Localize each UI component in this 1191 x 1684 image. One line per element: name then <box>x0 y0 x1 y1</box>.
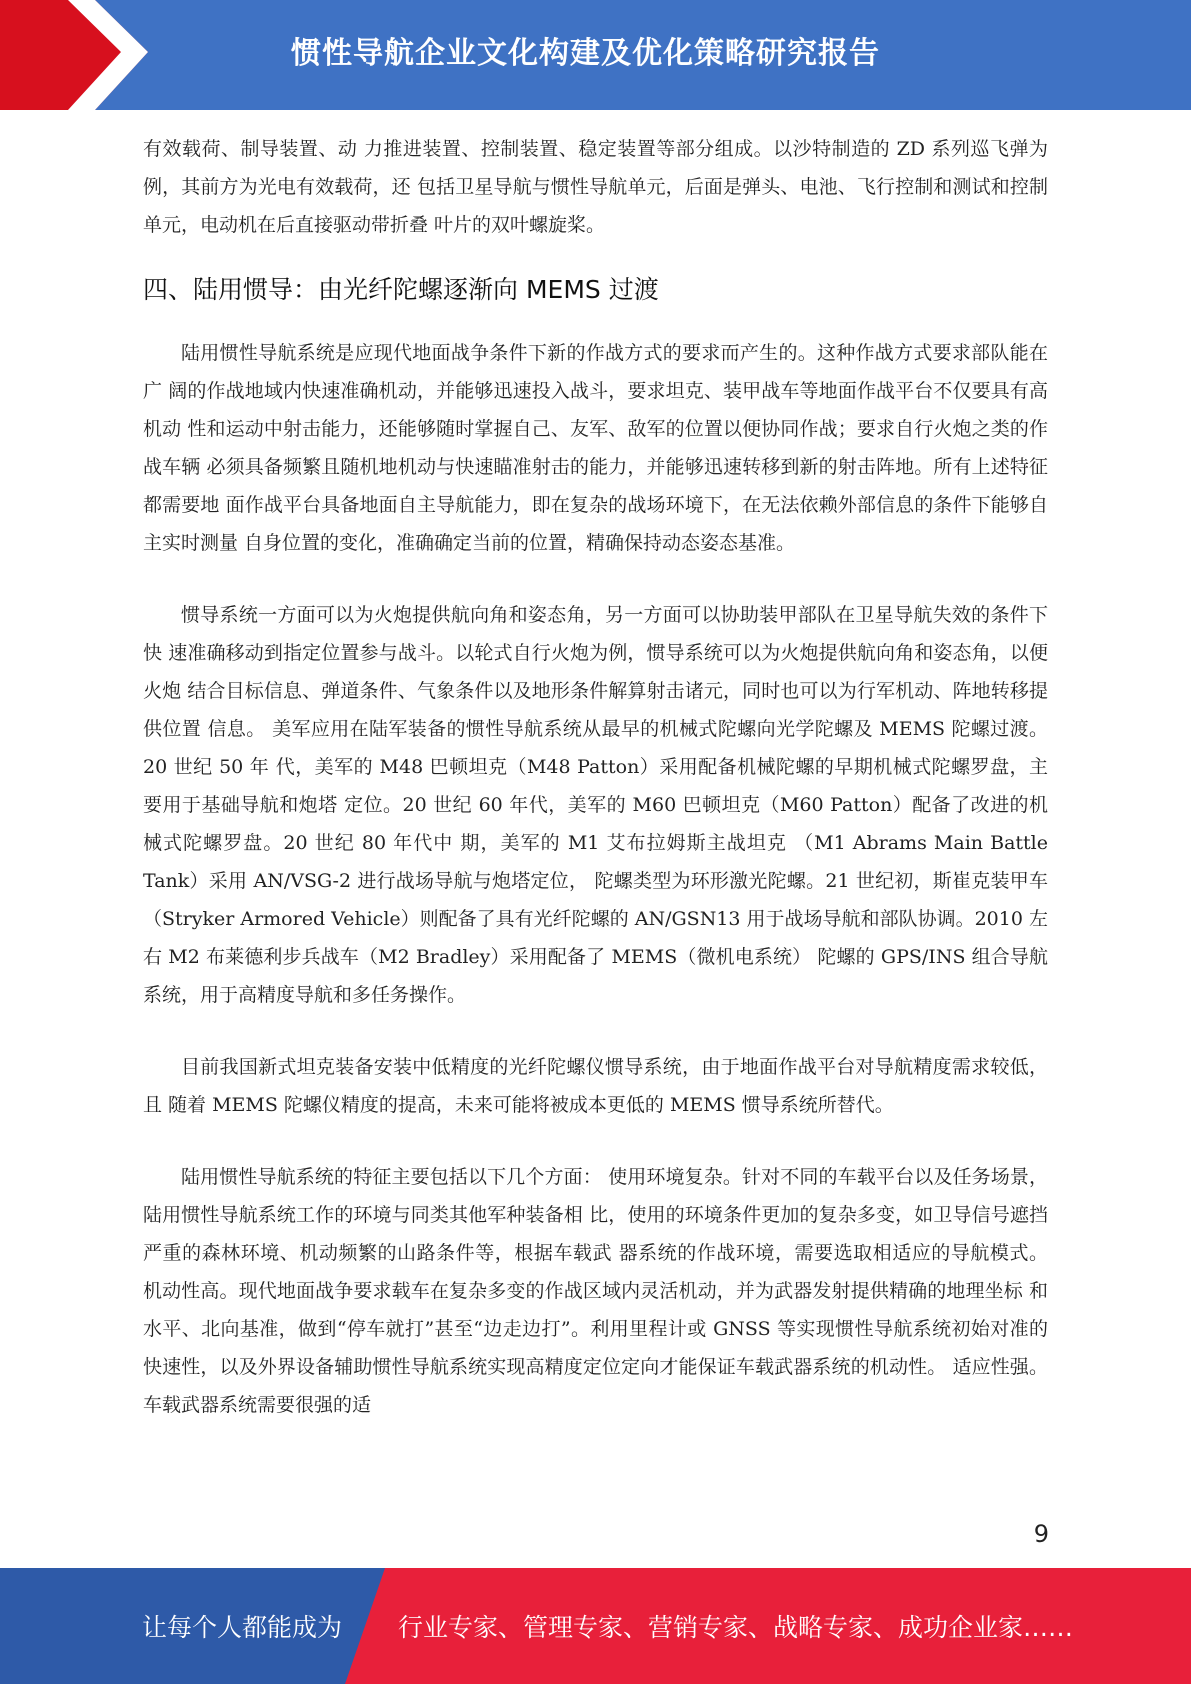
report-title: 惯性导航企业文化构建及优化策略研究报告 <box>291 36 880 71</box>
intro-paragraph: 有效载荷、制导装置、动 力推进装置、控制装置、稳定装置等部分组成。以沙特制造的 ZD 系列巡飞弹为例，其前方为光电有效载荷，还 包括卫星导航与惯性导航单元，后面是弹头、电池、飞行控制和测试和控制单元，电动机在后直接驱动带折叠 叶片的双叶螺旋桨。 <box>143 138 1048 236</box>
body-paragraph-4: 陆用惯性导航系统的特征主要包括以下几个方面： 使用环境复杂。针对不同的车载平台以及任务场景，陆用惯性导航系统工作的环境与同类其他军种装备相 比，使用的环境条件更加的复杂多变，如卫导信号遮挡严重的森林环境、机动频繁的山路条件等，根据车载武 器系统的作战环境，需要选取相适应的导航模式。 机动性高。现代地面战争要求载车在复杂多变的作战区域内灵活机动，并为武器发射提供精确的地理坐标 和水平、北向基准，做到“停车就打”甚至“边走边打”。利用里程计或 GNSS 等实现惯性导航系统初始对准的 快速性，以及外界设备辅助惯性导航系统实现高精度定位定向才能保证车载武器系统的机动性。 适应性强。车载武器系统需要很强的适 <box>143 1166 1048 1416</box>
page-number: 9 <box>1033 1520 1049 1548</box>
page-body <box>143 130 1048 1424</box>
footer-slogan-left: 让每个人都能成为 <box>142 1613 343 1642</box>
body-paragraph-1: 陆用惯性导航系统是应现代地面战争条件下新的作战方式的要求而产生的。这种作战方式要求部队能在广 阔的作战地域内快速准确机动，并能够迅速投入战斗，要求坦克、装甲战车等地面作战平台不仅要具有高机动 性和运动中射击能力，还能够随时掌握自己、友军、敌军的位置以便协同作战；要求自行火炮之类的作战车辆 必须具备频繁且随机地机动与快速瞄准射击的能力，并能够迅速转移到新的射击阵地。所有上述特征都需要地 面作战平台具备地面自主导航能力，即在复杂的战场环境下，在无法依赖外部信息的条件下能够自主实时测量 自身位置的变化，准确确定当前的位置，精确保持动态姿态基准。 <box>143 342 1048 554</box>
body-paragraph-2: 惯导系统一方面可以为火炮提供航向角和姿态角，另一方面可以协助装甲部队在卫星导航失效的条件下快 速准确移动到指定位置参与战斗。以轮式自行火炮为例，惯导系统可以为火炮提供航向角和姿态角，以便火炮 结合目标信息、弹道条件、气象条件以及地形条件解算射击诸元，同时也可以为行军机动、阵地转移提供位置 信息。 美军应用在陆军装备的惯性导航系统从最早的机械式陀螺向光学陀螺及 MEMS 陀螺过渡。20 世纪 50 年 代，美军的 M48 巴顿坦克（M48 Patton）采用配备机械陀螺的早期机械式陀螺罗盘，主要用于基础导航和炮塔 定位。20 世纪 60 年代，美军的 M60 巴顿坦克（M60 Patton）配备了改进的机械式陀螺罗盘。20 世纪 80 年代中 期，美军的 M1 艾布拉姆斯主战坦克 （M1 Abrams Main Battle Tank）采用 AN/VSG-2 进行战场导航与炮塔定位， 陀螺类型为环形激光陀螺。21 世纪初，斯崔克装甲车（Stryker Armored Vehicle）则配备了具有光纤陀螺的 AN/GSN13 用于战场导航和部队协调。2010 左右 M2 布莱德利步兵战车（M2 Bradley）采用配备了 MEMS（微机电系统） 陀螺的 GPS/INS 组合导航系统，用于高精度导航和多任务操作。 <box>143 604 1048 1006</box>
page-header <box>0 0 1191 110</box>
footer-slogan-right: 行业专家、管理专家、营销专家、战略专家、成功企业家…… <box>398 1613 1074 1642</box>
page-footer <box>0 1568 1191 1684</box>
body-paragraph-3: 目前我国新式坦克装备安装中低精度的光纤陀螺仪惯导系统，由于地面作战平台对导航精度需求较低，且 随着 MEMS 陀螺仪精度的提高，未来可能将被成本更低的 MEMS 惯导系统所替代。 <box>143 1056 1048 1116</box>
section-heading: 四、陆用惯导：由光纤陀螺逐渐向 MEMS 过渡 <box>143 275 659 304</box>
